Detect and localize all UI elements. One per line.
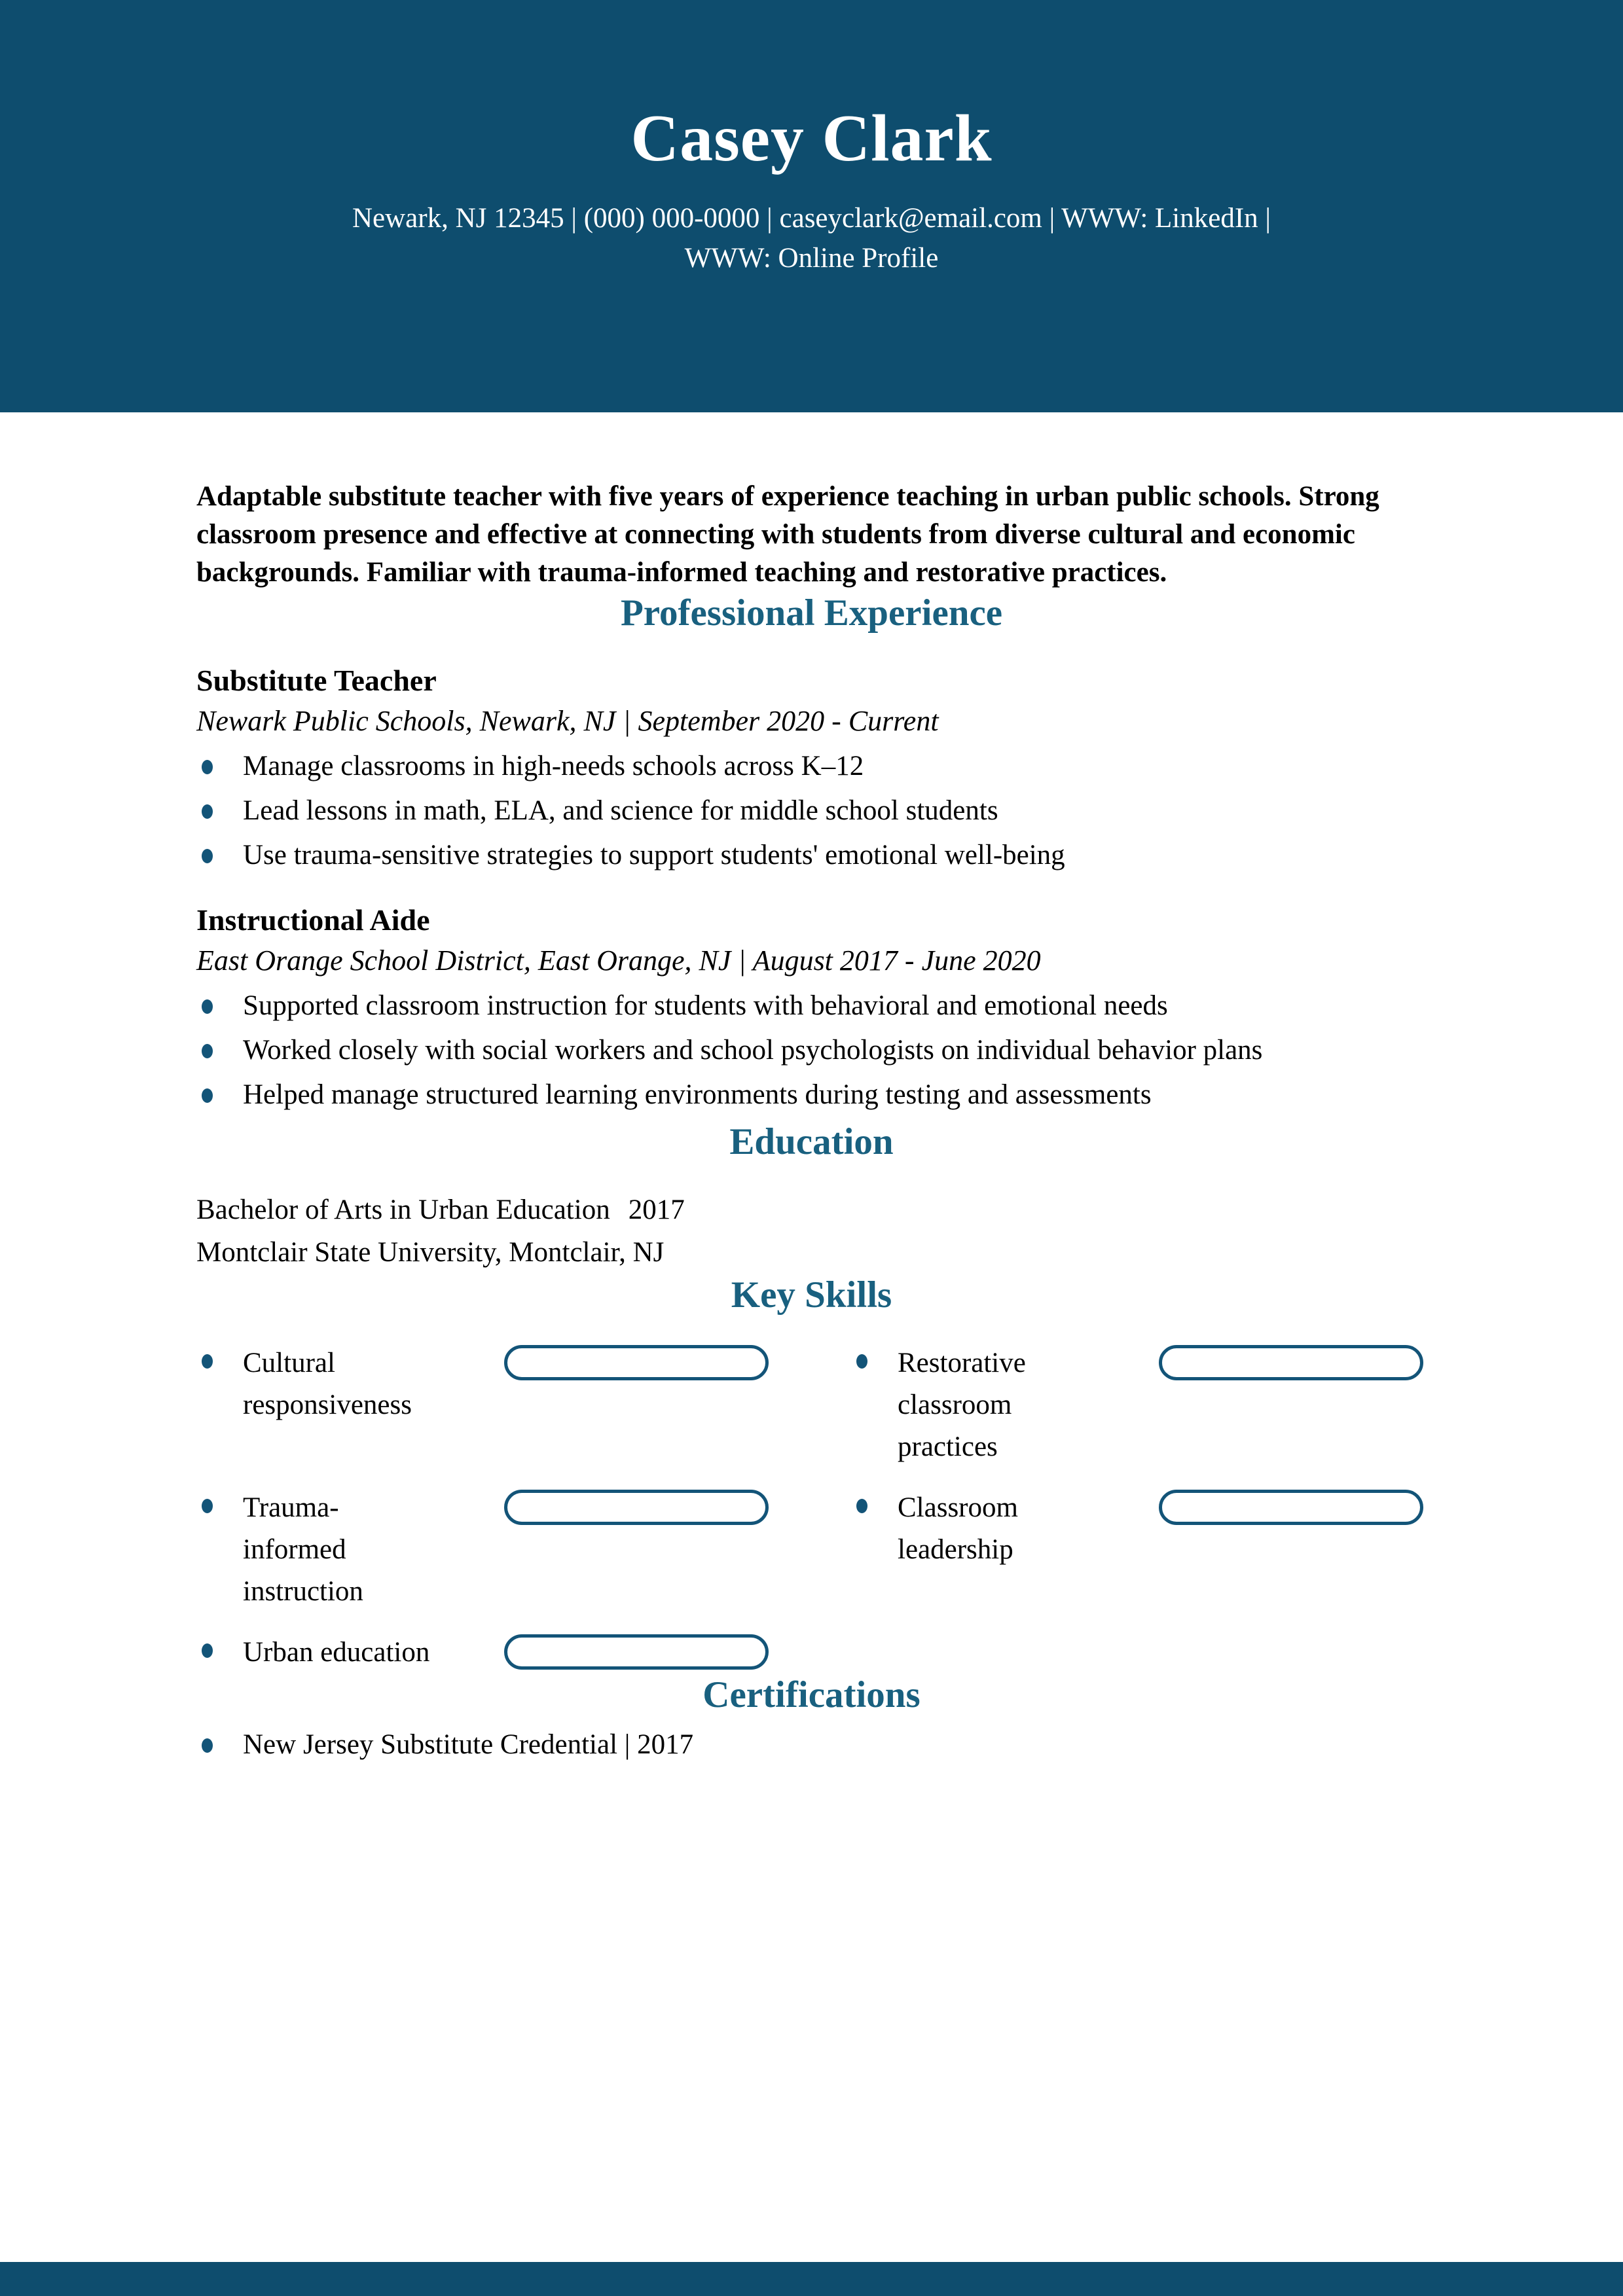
bullet-icon bbox=[202, 1643, 213, 1658]
bullet-icon bbox=[202, 804, 213, 819]
skill-label: Cultural responsiveness bbox=[243, 1348, 412, 1421]
degree-name: Bachelor of Arts in Urban Education bbox=[196, 1194, 610, 1226]
skill-bar bbox=[504, 1345, 769, 1380]
list-item bbox=[196, 793, 1427, 829]
education-school-line: Montclair State University, Montclair, NJ bbox=[196, 1236, 665, 1268]
job-entry bbox=[196, 663, 1427, 874]
list-item bbox=[196, 837, 1427, 874]
job-meta: East Orange School District, East Orange, NJ | August 2017 - June 2020 bbox=[196, 944, 1041, 977]
skill-item bbox=[851, 1342, 1427, 1467]
bullet-icon bbox=[202, 1354, 213, 1369]
skills-grid-spacer bbox=[851, 1632, 1427, 1674]
list-item bbox=[196, 748, 1427, 785]
professional-summary: Adaptable substitute teacher with five years of experience teaching in urban public schools. Strong classroom presence and effective at connecting with students from diverse cultural and economic backgrounds. Familiar with trauma-informed teaching and restorative practices. bbox=[196, 481, 1379, 588]
section-heading-certifications: Certifications bbox=[702, 1674, 921, 1715]
graduation-year: 2017 bbox=[628, 1194, 685, 1226]
skill-bar bbox=[504, 1490, 769, 1525]
bullet-icon bbox=[202, 999, 213, 1014]
bullet-text: Use trauma-sensitive strategies to support students' emotional well-being bbox=[243, 839, 1065, 870]
job-entry bbox=[196, 903, 1427, 1113]
list-item bbox=[196, 1077, 1427, 1113]
skill-item bbox=[851, 1487, 1427, 1612]
contact-line-1: Newark, NJ 12345 | (000) 000-0000 | caseyclark@email.com | WWW: LinkedIn | bbox=[352, 203, 1271, 234]
bullet-icon bbox=[202, 760, 213, 774]
job-bullet-list bbox=[196, 748, 1427, 874]
bullet-text: Supported classroom instruction for students with behavioral and emotional needs bbox=[243, 990, 1168, 1021]
header-band bbox=[0, 0, 1623, 412]
bullet-icon bbox=[202, 1499, 213, 1513]
skill-bar bbox=[1159, 1345, 1423, 1380]
skill-label: Urban education bbox=[243, 1637, 430, 1668]
list-item bbox=[196, 988, 1427, 1024]
certifications-list bbox=[196, 1727, 1427, 1763]
skill-label: Restorative classroom practices bbox=[898, 1348, 1026, 1462]
bullet-icon bbox=[202, 1044, 213, 1058]
bullet-text: Lead lessons in math, ELA, and science for middle school students bbox=[243, 795, 998, 827]
skill-label: Classroom leadership bbox=[898, 1492, 1018, 1565]
skills-grid bbox=[196, 1342, 1427, 1673]
job-title: Instructional Aide bbox=[196, 903, 430, 937]
skill-bar bbox=[504, 1634, 769, 1670]
bullet-icon bbox=[856, 1354, 867, 1369]
section-heading-key-skills: Key Skills bbox=[731, 1274, 892, 1316]
bullet-text: Helped manage structured learning environments during testing and assessments bbox=[243, 1079, 1152, 1110]
education-degree-line bbox=[196, 1189, 1427, 1232]
resume-body bbox=[196, 478, 1427, 1763]
job-title: Substitute Teacher bbox=[196, 664, 437, 698]
section-heading-experience: Professional Experience bbox=[620, 592, 1003, 634]
bullet-icon bbox=[856, 1499, 867, 1513]
contact-line-2: WWW: Online Profile bbox=[684, 243, 939, 274]
certification-text: New Jersey Substitute Credential | 2017 bbox=[243, 1729, 694, 1760]
bullet-text: Manage classrooms in high-needs schools across K–12 bbox=[243, 751, 864, 782]
candidate-name: Casey Clark bbox=[630, 101, 993, 175]
list-item bbox=[196, 1727, 1427, 1763]
skill-label: Trauma-informed instruction bbox=[243, 1492, 363, 1607]
bullet-icon bbox=[202, 849, 213, 863]
section-heading-education: Education bbox=[729, 1121, 894, 1163]
skill-bar bbox=[1159, 1490, 1423, 1525]
contact-info bbox=[255, 198, 1368, 278]
skill-item bbox=[196, 1487, 851, 1612]
job-meta: Newark Public Schools, Newark, NJ | September 2020 - Current bbox=[196, 705, 939, 738]
education-entry bbox=[196, 1189, 1427, 1274]
job-bullet-list bbox=[196, 988, 1427, 1113]
bullet-icon bbox=[202, 1088, 213, 1103]
list-item bbox=[196, 1032, 1427, 1069]
skill-item bbox=[196, 1632, 851, 1674]
bullet-text: Worked closely with social workers and school psychologists on individual behavior plans bbox=[243, 1034, 1263, 1066]
bullet-icon bbox=[202, 1738, 213, 1753]
skill-item bbox=[196, 1342, 851, 1467]
footer-band bbox=[0, 2262, 1623, 2296]
